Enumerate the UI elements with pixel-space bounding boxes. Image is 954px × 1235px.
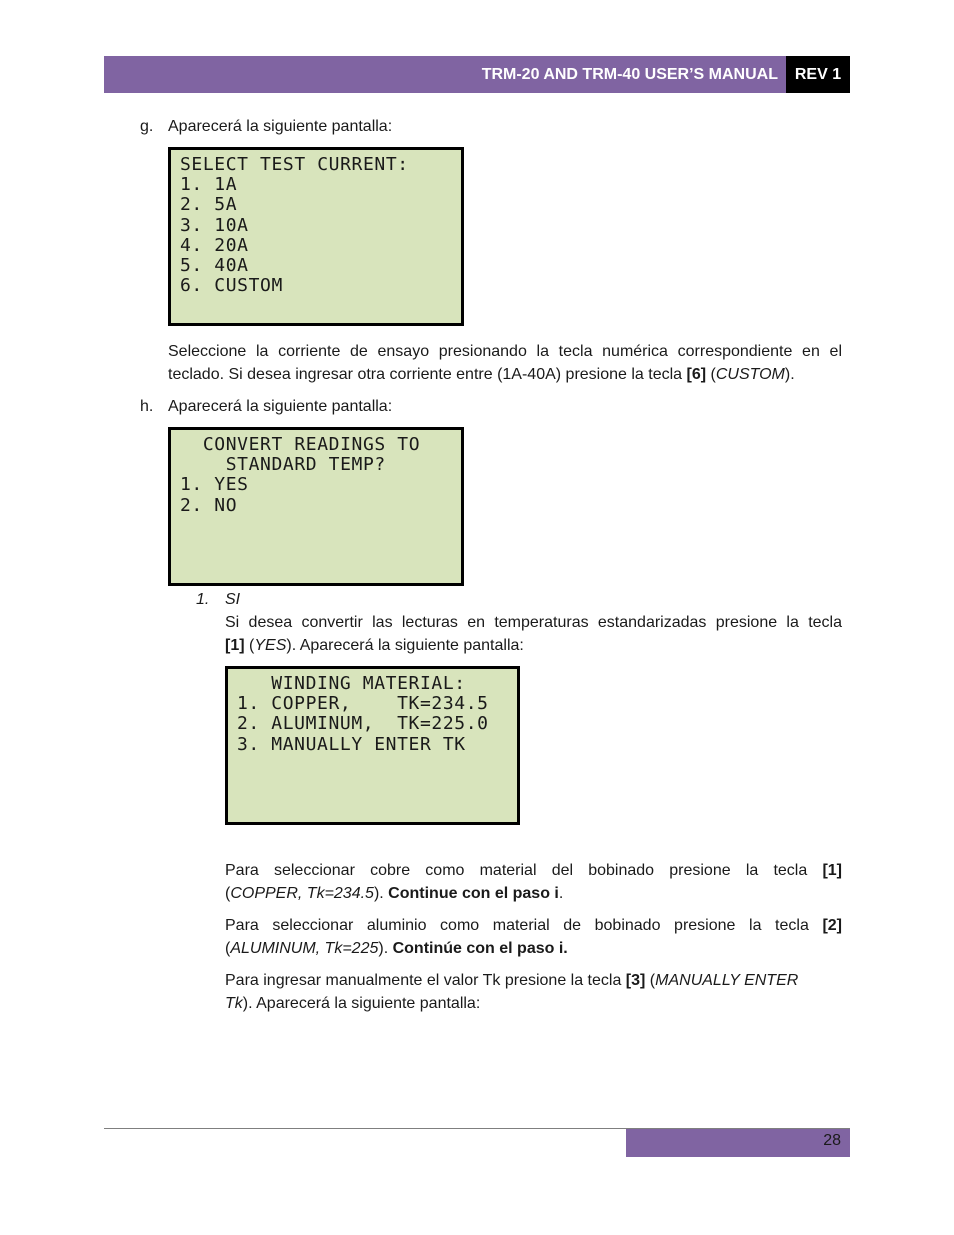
lcd-line: 1. YES	[180, 474, 249, 496]
substep-1-line1: Si desea convertir las lecturas en temperaturas estandarizadas presione la tecla	[225, 614, 842, 631]
page-number: 28	[823, 1132, 841, 1149]
step-h-marker: h.	[140, 398, 154, 415]
lcd-line: WINDING MATERIAL:	[237, 673, 466, 694]
step-g-marker: g.	[140, 118, 154, 135]
copper-instruction-line1: Para seleccionar cobre como material del bobinado presione la tecla [1]	[225, 862, 842, 879]
key-6: [6]	[686, 366, 707, 383]
manual-instruction-line1: Para ingresar manualmente el valor Tk presione la tecla [3] (MANUALLY ENTER	[225, 972, 799, 989]
aluminum-instruction-line2: (ALUMINUM, Tk=225). Continúe con el paso i.	[225, 940, 568, 957]
lcd-line: 3. MANUALLY ENTER TK	[237, 733, 466, 755]
header-revision: REV 1	[786, 56, 850, 93]
lcd-line: 3. 10A	[180, 214, 249, 236]
copper-instruction-line2: (COPPER, Tk=234.5). Continue con el paso i.	[225, 885, 564, 902]
key-1: [1]	[822, 862, 842, 879]
step-g-desc-line1: Seleccione la corriente de ensayo presionando la tecla numérica correspondiente en el	[168, 343, 842, 360]
substep-1-title: SI	[225, 591, 241, 608]
lcd-line: 1. 1A	[180, 174, 238, 196]
lcd-line: 2. ALUMINUM, TK=225.0	[237, 713, 489, 735]
lcd-line: 2. 5A	[180, 194, 238, 216]
step-g-desc-line2: teclado. Si desea ingresar otra corriente entre (1A-40A) presione la tecla [6] (CUSTOM).	[168, 366, 795, 383]
aluminum-instruction-line1: Para seleccionar aluminio como material de bobinado presione la tecla [2]	[225, 917, 842, 934]
lcd-line: 1. COPPER, TK=234.5	[237, 693, 489, 715]
lcd-convert-readings	[168, 427, 464, 586]
step-h-intro: Aparecerá la siguiente pantalla:	[168, 398, 393, 415]
lcd-winding-material	[225, 666, 520, 825]
lcd-line: 6. CUSTOM	[180, 275, 283, 297]
manual-instruction-line2: Tk). Aparecerá la siguiente pantalla:	[225, 995, 481, 1012]
key-1: [1]	[225, 637, 245, 654]
lcd-line: 4. 20A	[180, 234, 249, 256]
header-title: TRM-20 AND TRM-40 USER’S MANUAL	[481, 66, 778, 83]
substep-1-marker: 1.	[196, 591, 210, 608]
lcd-line: CONVERT READINGS TO	[180, 434, 421, 455]
key-2: [2]	[822, 917, 842, 934]
lcd-line: 2. NO	[180, 494, 238, 516]
substep-1-line2: [1] (YES). Aparecerá la siguiente pantalla:	[225, 637, 524, 654]
lcd-line: 5. 40A	[180, 255, 249, 277]
lcd-line: SELECT TEST CURRENT:	[180, 154, 409, 175]
lcd-select-test-current	[168, 147, 464, 326]
step-g-intro: Aparecerá la siguiente pantalla:	[168, 118, 393, 135]
lcd-line: STANDARD TEMP?	[180, 454, 386, 476]
key-3: [3]	[625, 972, 646, 989]
